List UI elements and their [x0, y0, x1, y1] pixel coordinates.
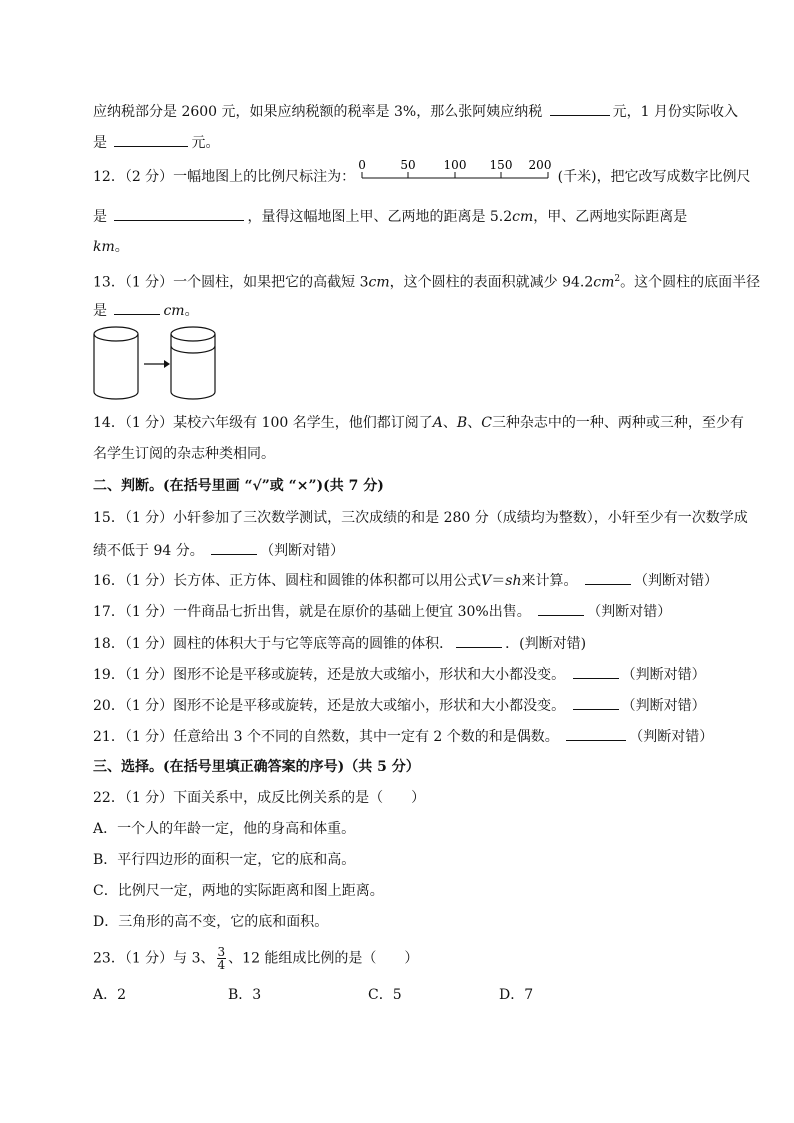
q14-line1: 14．（1 分）某校六年级有 100 名学生，他们都订阅了A、B、C三种杂志中的一种、两种或三种，至少有	[93, 415, 744, 431]
q13-sup: 2	[614, 274, 621, 284]
q14-text-a: 14．（1 分）某校六年级有 100 名学生，他们都订阅了	[93, 415, 433, 431]
q12-line1	[93, 158, 751, 186]
q11-tax-blank[interactable]	[550, 101, 610, 116]
q12-line3	[93, 238, 129, 256]
q12-line2	[93, 206, 687, 226]
q23-text-a: 23．（1 分）与 3、	[93, 950, 215, 967]
q15-text-b: 绩不低于 94 分。	[93, 543, 204, 559]
q16-judge-blank[interactable]	[585, 570, 631, 585]
q21-text-a: 21．（1 分）任意给出 3 个不同的自然数，其中一定有 2 个数的和是偶数。	[93, 729, 559, 745]
q14-letter-c: C	[481, 415, 492, 431]
q13-line1	[93, 270, 760, 292]
q13-text-e: 。	[184, 303, 199, 319]
q14-text-c: 名学生订阅的杂志种类相同。	[93, 446, 275, 462]
q11-text-c: 是	[93, 135, 107, 151]
q21-judge-blank[interactable]	[566, 726, 626, 741]
q13-unit-cm3: cm	[163, 303, 185, 319]
q16-text-a: 16．（1 分）长方体、正方体、圆柱和圆锥的体积都可以用公式	[93, 573, 482, 589]
q15-line1	[93, 509, 748, 527]
q15-text-a: 15．（1 分）小轩参加了三次数学测试，三次成绩的和是 280 分（成绩均为整数），小轩至少有一次数学成	[93, 510, 748, 526]
section-3-heading: 三、选择。(在括号里填正确答案的序号)（共 5 分）	[93, 759, 420, 775]
q16-text-b: 来计算。	[521, 573, 578, 589]
q23-option-d[interactable]: D．7	[499, 987, 534, 1003]
scale-tick-0: 0	[357, 158, 366, 172]
q17-text-a: 17．（1 分）一件商品七折出售，就是在原价的基础上便宜 30%出售。	[93, 604, 531, 620]
q20-line	[93, 695, 706, 715]
q22-option-b[interactable]: B．平行四边形的面积一定，它的底和高。	[93, 852, 356, 868]
q11-line1	[93, 101, 738, 121]
q16-formula-sh: sh	[505, 573, 522, 589]
q22-stem: 22．（1 分）下面关系中，成反比例关系的是（ ）	[93, 790, 426, 806]
q19-line	[93, 664, 706, 684]
q11-text-b: 元，1 月份实际收入	[612, 104, 739, 120]
q13-unit-cm2: cm	[593, 274, 615, 291]
q12-text-d: ，量得这幅地图上甲、乙两地的距离是 5.2	[247, 209, 513, 225]
scale-unit: (千米)	[557, 169, 597, 185]
q15-line2	[93, 540, 344, 560]
q19-judge-blank[interactable]	[573, 664, 619, 679]
q22-option-c[interactable]: C．比例尺一定，两地的实际距离和图上距离。	[93, 883, 384, 899]
q12-text-f: 。	[114, 239, 129, 255]
q17-text-b: （判断对错）	[587, 604, 672, 620]
q11-income-blank[interactable]	[114, 132, 188, 147]
q13-text-c: 。这个圆柱的底面半径	[620, 274, 761, 291]
scale-tick-150: 150	[489, 158, 513, 172]
q12-text-e: ，甲、乙两地实际距离是	[533, 209, 688, 225]
q14-line2	[93, 445, 275, 463]
q14-letter-a: A	[432, 415, 443, 431]
q14-text-b: 三种杂志中的一种、两种或三种，至少有	[491, 415, 744, 431]
q12-unit-cm: cm	[512, 209, 534, 225]
q13-line2	[93, 300, 199, 320]
q11-text-a: 应纳税部分是 2600 元，如果应纳税额的税率是 3%，那么张阿姨应纳税	[93, 104, 543, 120]
q19-text-b: （判断对错）	[621, 667, 706, 683]
q21-text-b: （判断对错）	[629, 729, 714, 745]
q15-judge-blank[interactable]	[211, 540, 257, 555]
q11-text-d: 元。	[191, 135, 220, 151]
scale-bar	[357, 158, 570, 184]
q18-line	[93, 633, 586, 653]
q23-stem	[93, 946, 418, 971]
q12-text-a: 12．（2 分）一幅地图上的比例尺标注为：	[93, 169, 356, 185]
q22-option-a[interactable]: A．一个人的年龄一定，他的身高和体重。	[93, 821, 356, 837]
scale-tick-50: 50	[399, 158, 416, 172]
section-2-heading: 二、判断。(在括号里画 “√”或 “×”)(共 7 分)	[93, 478, 384, 494]
cylinder-figure	[92, 324, 228, 404]
q23-text-b: 、12 能组成比例的是（ ）	[228, 950, 419, 967]
q12-text-c: 是	[93, 209, 107, 225]
q16-text-c: （判断对错）	[633, 573, 718, 589]
q20-text-a: 20．（1 分）图形不论是平移或旋转，还是放大或缩小，形状和大小都没变。	[93, 698, 566, 714]
q12-text-b: ，把它改写成数字比例尺	[596, 169, 751, 185]
q23-option-b[interactable]: B．3	[228, 987, 262, 1003]
q15-text-c: （判断对错）	[260, 543, 345, 559]
q13-text-b: ，这个圆柱的表面积就减少 94.2	[389, 274, 594, 291]
q13-text-a: 13．（1 分）一个圆柱，如果把它的高截短 3	[93, 274, 369, 291]
q19-text-a: 19．（1 分）图形不论是平移或旋转，还是放大或缩小，形状和大小都没变。	[93, 667, 566, 683]
q16-formula-v: V	[481, 573, 492, 589]
q20-text-b: （判断对错）	[621, 698, 706, 714]
q14-letter-b: B	[456, 415, 468, 431]
q12-unit-km: km	[93, 239, 115, 255]
q17-line	[93, 601, 671, 621]
scale-tick-100: 100	[443, 158, 467, 172]
q23-option-a[interactable]: A．2	[93, 987, 127, 1003]
q23-frac-den: 4	[217, 958, 226, 972]
q23-frac-num: 3	[217, 945, 226, 959]
q23-option-c[interactable]: C．5	[368, 987, 402, 1003]
q13-text-d: 是	[93, 303, 107, 319]
q21-line	[93, 726, 713, 746]
q13-unit-cm: cm	[368, 274, 390, 291]
q16-line	[93, 570, 718, 590]
q22-option-d[interactable]: D．三角形的高不变，它的底和面积。	[93, 914, 329, 930]
q18-judge-blank[interactable]	[456, 633, 502, 648]
q23-fraction	[217, 946, 227, 971]
q18-text-a: 18．（1 分）圆柱的体积大于与它等底等高的圆锥的体积．	[93, 636, 454, 652]
q12-scale-blank[interactable]	[114, 206, 244, 221]
q17-judge-blank[interactable]	[538, 601, 584, 616]
q13-radius-blank[interactable]	[114, 300, 160, 315]
q18-text-b: ．(判断对错)	[505, 636, 587, 652]
q11-line2	[93, 132, 219, 152]
q20-judge-blank[interactable]	[573, 695, 619, 710]
scale-tick-200: 200	[528, 158, 552, 172]
q16-formula-eq: ＝	[491, 573, 506, 589]
